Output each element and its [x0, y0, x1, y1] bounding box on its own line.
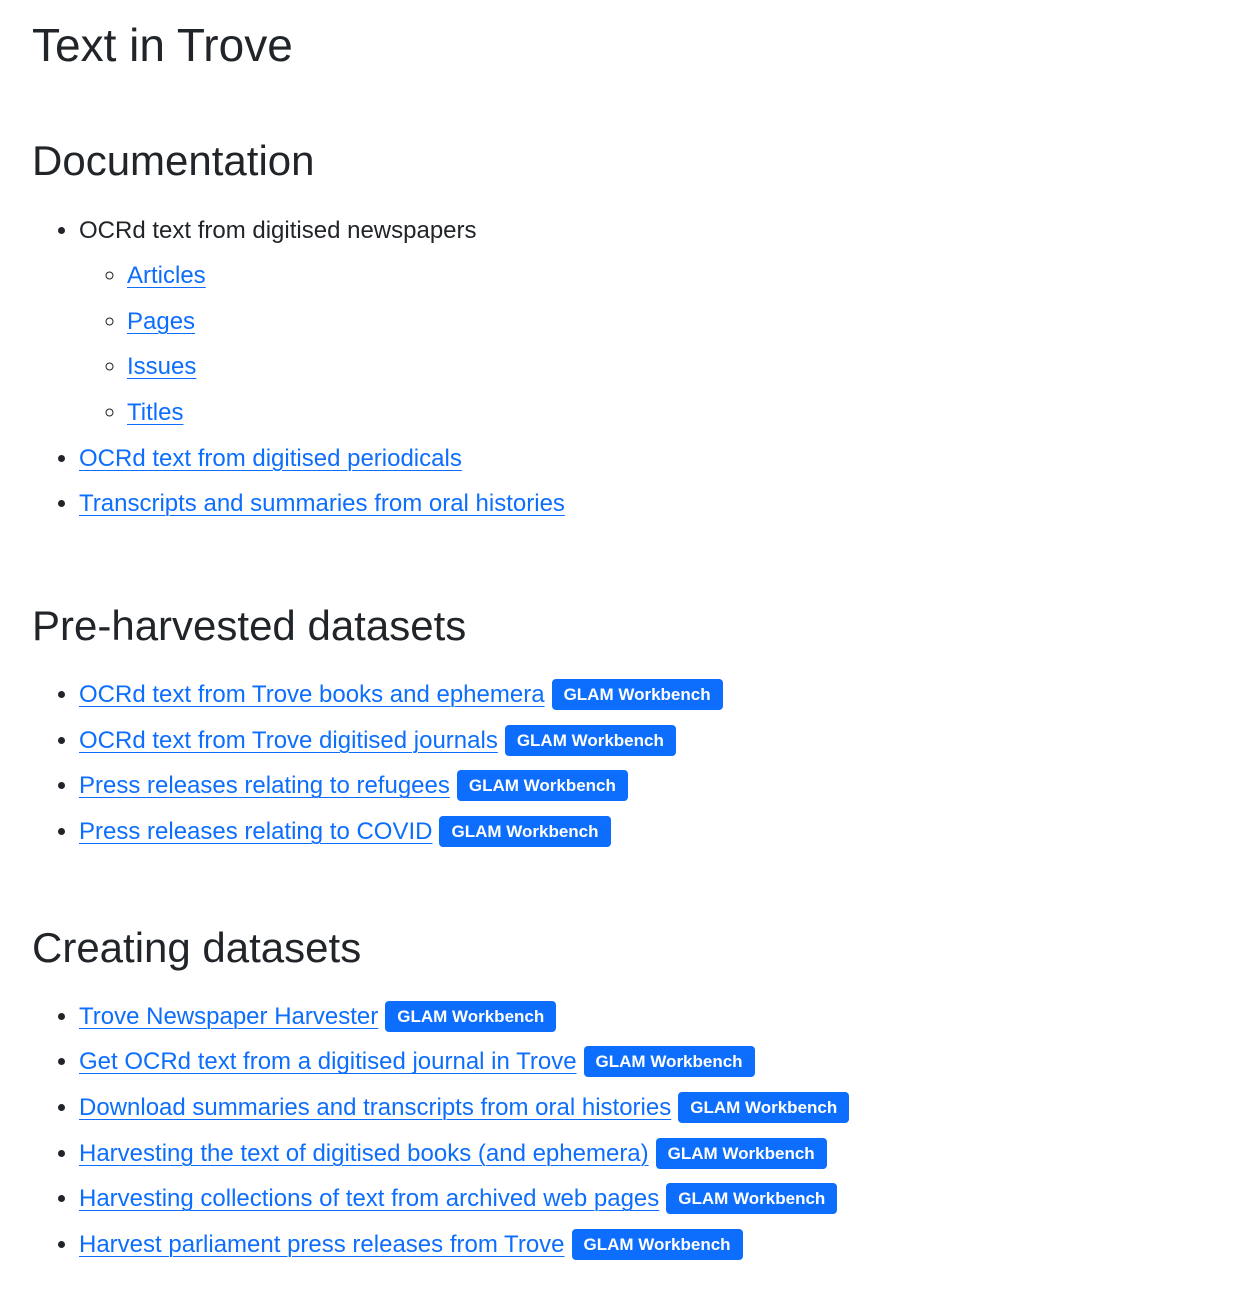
glam-workbench-badge: GLAM Workbench	[572, 1229, 743, 1260]
articles-link[interactable]: Articles	[127, 262, 206, 290]
list-item	[127, 299, 1217, 345]
creating-section	[32, 923, 1217, 1268]
tool-link[interactable]: Get OCRd text from a digitised journal in Trove	[79, 1048, 577, 1076]
list-item	[79, 1131, 1217, 1177]
list-item	[79, 672, 1217, 718]
newspapers-label: OCRd text from digitised newspapers	[79, 216, 477, 244]
creating-heading: Creating datasets	[32, 923, 362, 971]
glam-workbench-badge: GLAM Workbench	[505, 725, 676, 756]
list-item	[79, 718, 1217, 764]
glam-workbench-badge: GLAM Workbench	[666, 1183, 837, 1214]
dataset-link[interactable]: Press releases relating to COVID	[79, 817, 433, 845]
glam-workbench-badge: GLAM Workbench	[584, 1046, 755, 1077]
glam-workbench-badge: GLAM Workbench	[457, 770, 628, 801]
glam-workbench-badge: GLAM Workbench	[385, 1001, 556, 1032]
page	[0, 18, 1249, 1267]
tool-link[interactable]: Download summaries and transcripts from oral histories	[79, 1094, 672, 1122]
dataset-link[interactable]: Press releases relating to refugees	[79, 772, 450, 800]
pages-link[interactable]: Pages	[127, 307, 196, 335]
list-item	[79, 994, 1217, 1040]
dataset-link[interactable]: OCRd text from Trove books and ephemera	[79, 681, 545, 709]
dataset-link[interactable]: OCRd text from Trove digitised journals	[79, 726, 498, 754]
glam-workbench-badge: GLAM Workbench	[552, 679, 723, 710]
pre-harvested-section	[32, 601, 1217, 855]
list-item	[79, 1039, 1217, 1085]
list-item	[127, 344, 1217, 390]
list-item	[127, 253, 1217, 299]
documentation-list	[32, 208, 1217, 527]
creating-list	[32, 994, 1217, 1268]
issues-link[interactable]: Issues	[127, 353, 197, 381]
list-item	[79, 436, 1217, 482]
oral-histories-link[interactable]: Transcripts and summaries from oral histories	[79, 490, 565, 518]
glam-workbench-badge: GLAM Workbench	[678, 1092, 849, 1123]
glam-workbench-badge: GLAM Workbench	[439, 816, 610, 847]
page-title: Text in Trove	[32, 19, 293, 71]
periodicals-link[interactable]: OCRd text from digitised periodicals	[79, 444, 462, 472]
glam-workbench-badge: GLAM Workbench	[656, 1138, 827, 1169]
list-item	[79, 809, 1217, 855]
list-item	[79, 1085, 1217, 1131]
newspaper-sublist	[79, 253, 1217, 435]
list-item	[79, 1176, 1217, 1222]
pre-harvested-heading: Pre-harvested datasets	[32, 601, 467, 649]
documentation-section	[32, 136, 1217, 527]
titles-link[interactable]: Titles	[127, 398, 184, 426]
tool-link[interactable]: Harvest parliament press releases from Trove	[79, 1230, 565, 1258]
list-item	[79, 208, 1217, 436]
list-item	[79, 481, 1217, 527]
list-item	[127, 390, 1217, 436]
tool-link[interactable]: Harvesting the text of digitised books (and ephemera)	[79, 1139, 649, 1167]
pre-harvested-list	[32, 672, 1217, 854]
list-item	[79, 1222, 1217, 1268]
tool-link[interactable]: Trove Newspaper Harvester	[79, 1002, 379, 1030]
tool-link[interactable]: Harvesting collections of text from archived web pages	[79, 1185, 660, 1213]
documentation-heading: Documentation	[32, 137, 315, 185]
list-item	[79, 763, 1217, 809]
